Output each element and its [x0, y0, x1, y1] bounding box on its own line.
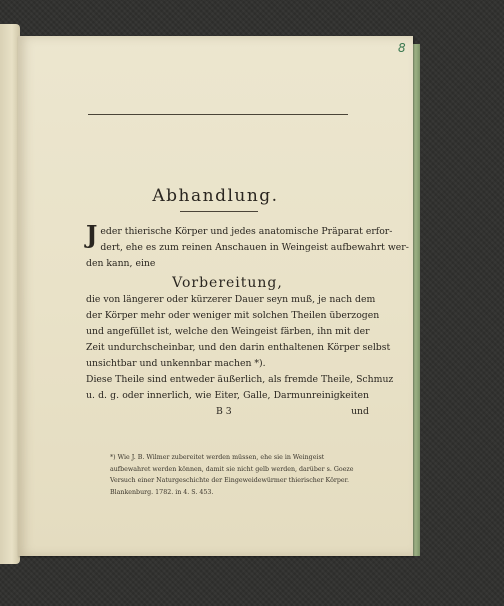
heading-rule — [180, 211, 258, 212]
text-line: Zeit undurchscheinbar, und den darin enthaltenen Körper selbst — [86, 342, 391, 353]
footnote-line: *) Wie J. B. Wilmer zubereitet werden müssen, ehe sie in Weingeist — [110, 454, 325, 461]
drop-initial: J — [86, 220, 98, 249]
text-line: unsichtbar und unkennbar machen *). — [86, 358, 266, 369]
top-rule — [88, 114, 348, 115]
footnote-line: Versuch einer Naturgeschichte der Eingeweidewürmer thierischer Körper. — [110, 477, 349, 484]
footnote-line: aufbewahret werden können, damit sie nicht gelb werden, darüber s. Goeze — [110, 465, 354, 473]
text-line: und angefüllet ist, welche den Weingeist färben, ihn mit der — [86, 326, 370, 337]
catchword: und — [351, 406, 369, 417]
text-line: u. d. g. oder innerlich, wie Eiter, Galle, Darmunreinigkeiten — [86, 390, 369, 401]
signature-mark: B 3 — [216, 406, 232, 417]
body-text — [86, 220, 409, 420]
facing-page-edge — [0, 24, 20, 564]
footnote-line: Blankenburg. 1782. in 4. S. 453. — [110, 488, 214, 496]
text-line: der Körper mehr oder weniger mit solchen Theilen überzogen — [86, 310, 380, 321]
text-line: die von längerer oder kürzerer Dauer seyn muß, je nach dem — [86, 294, 376, 305]
chapter-heading: Abhandlung. — [152, 186, 279, 206]
text-line: den kann, eine — [86, 258, 156, 269]
text-line: Diese Theile sind entweder äußerlich, als fremde Theile, Schmuz — [86, 374, 394, 385]
text-line: dert, ehe es zum reinen Anschauen in Weingeist aufbewahrt wer- — [100, 242, 409, 253]
footnote — [110, 452, 368, 498]
subheading: Vorbereitung, — [172, 275, 283, 291]
text-line: eder thierische Körper und jedes anatomische Präparat erfor- — [100, 226, 393, 237]
book-page — [18, 36, 413, 556]
signature-row — [86, 404, 369, 420]
folio-number: 8 — [398, 41, 406, 55]
